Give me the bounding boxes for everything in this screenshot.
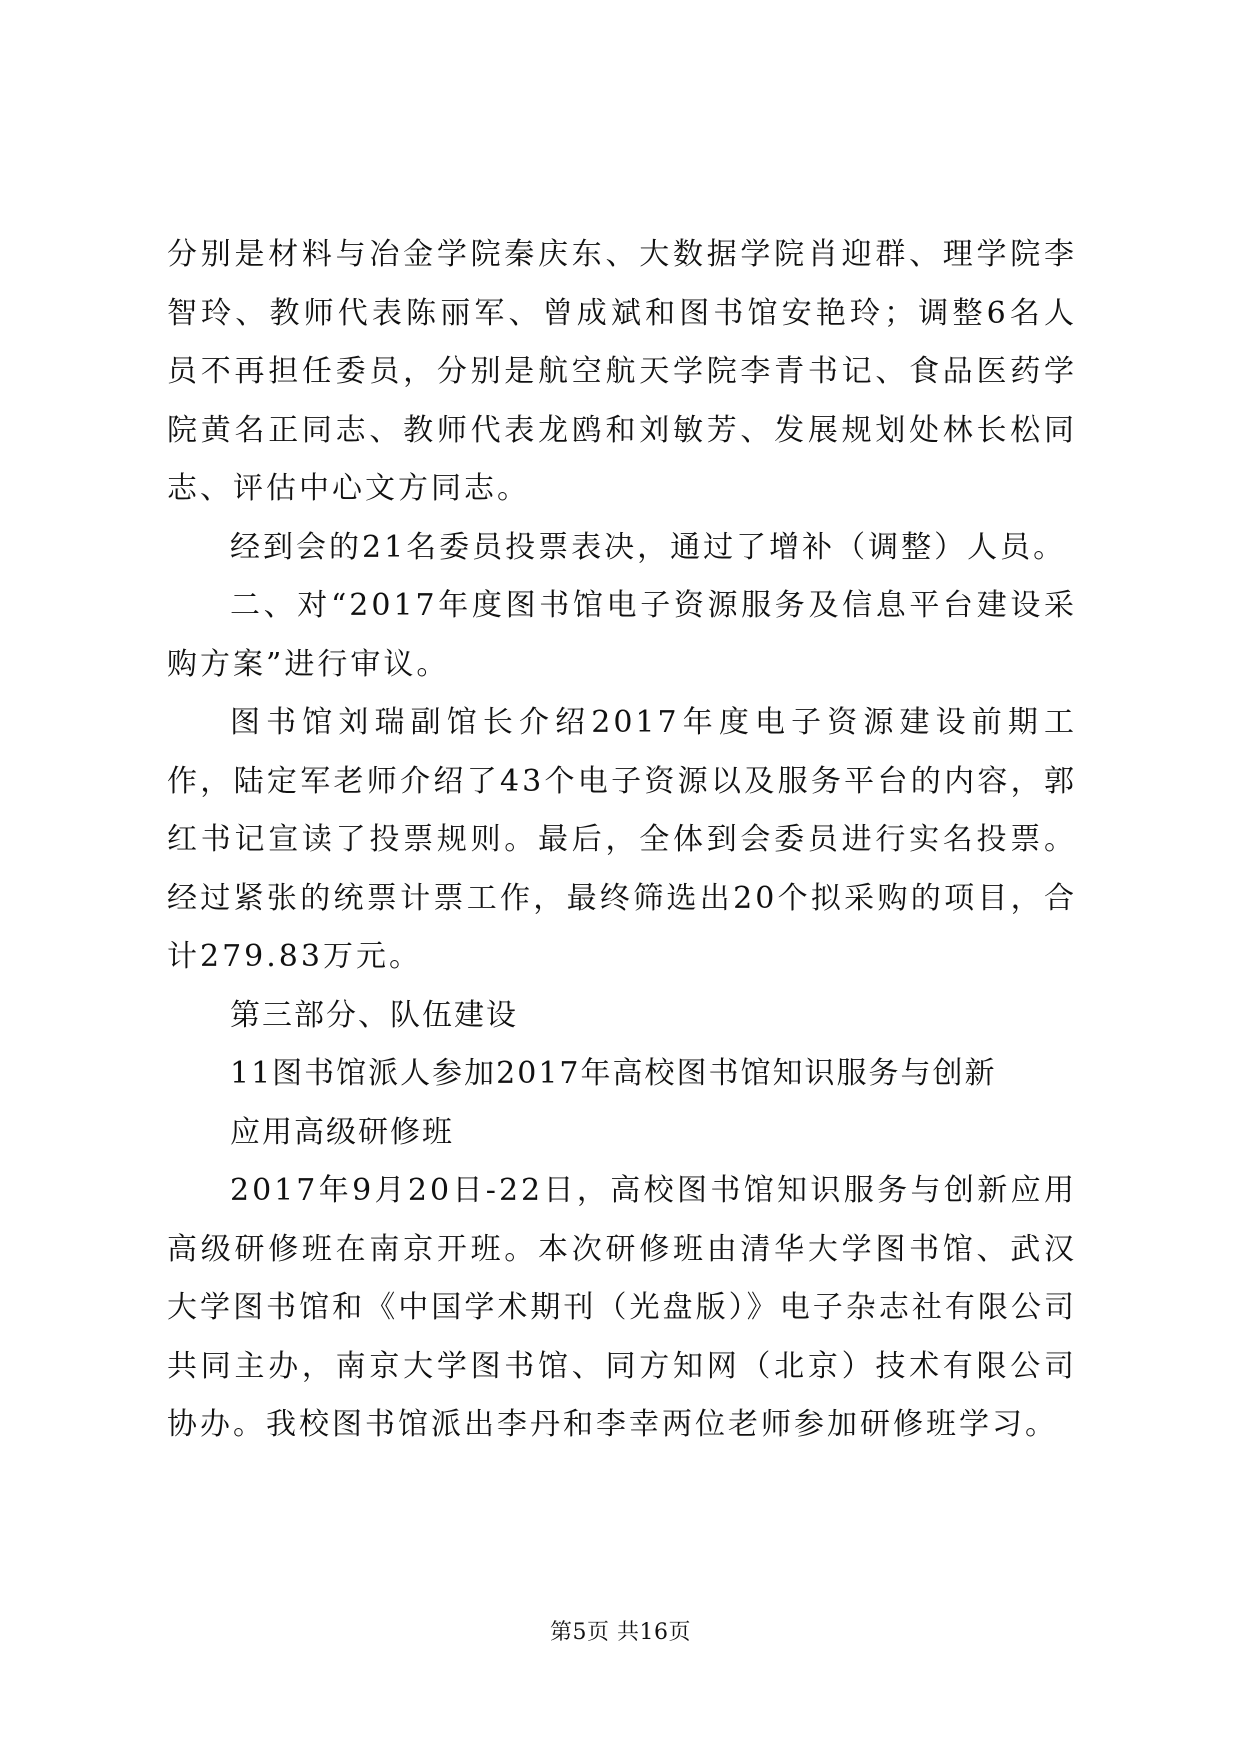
paragraph-procurement-review: 图书馆刘瑞副馆长介绍2017年度电子资源建设前期工作，陆定军老师介绍了43个电子资源以及服务平台的内容，郭红书记宣读了投票规则。最后，全体到会委员进行实名投票。经过紧张的统票计票工作，最终筛选出20个拟采购的项目，合计279.83万元。 [167,705,1077,974]
page-number-label: 第5页 共16页 [550,1620,691,1645]
document-body [167,226,1077,1455]
paragraph-training-course: 2017年9月20日-22日，高校图书馆知识服务与创新应用高级研修班在南京开班。本次研修班由清华大学图书馆、武汉大学图书馆和《中国学术期刊（光盘版）》电子杂志社有限公司共同主办，南京大学图书馆、同方知网（北京）技术有限公司协办。我校图书馆派出李丹和李幸两位老师参加研修班学习。 [167,1173,1077,1442]
paragraph-section-two-heading: 二、对“2017年度图书馆电子资源服务及信息平台建设采购方案”进行审议。 [167,588,1077,682]
paragraph-vote-result: 经到会的21名委员投票表决，通过了增补（调整）人员。 [230,529,1067,565]
subsection-heading-line-1: 11图书馆派人参加2017年高校图书馆知识服务与创新 [230,1056,997,1091]
subsection-heading-line-2: 应用高级研修班 [230,1114,454,1150]
section-three-heading: 第三部分、队伍建设 [230,997,518,1033]
page-footer [0,1615,1241,1646]
paragraph-committee-adjustment: 分别是材料与冶金学院秦庆东、大数据学院肖迎群、理学院李智玲、教师代表陈丽军、曾成斌和图书馆安艳玲；调整6名人员不再担任委员，分别是航空航天学院李青书记、食品医药学院黄名正同志、教师代表龙鸥和刘敏芳、发展规划处林长松同志、评估中心文方同志。 [167,237,1077,506]
